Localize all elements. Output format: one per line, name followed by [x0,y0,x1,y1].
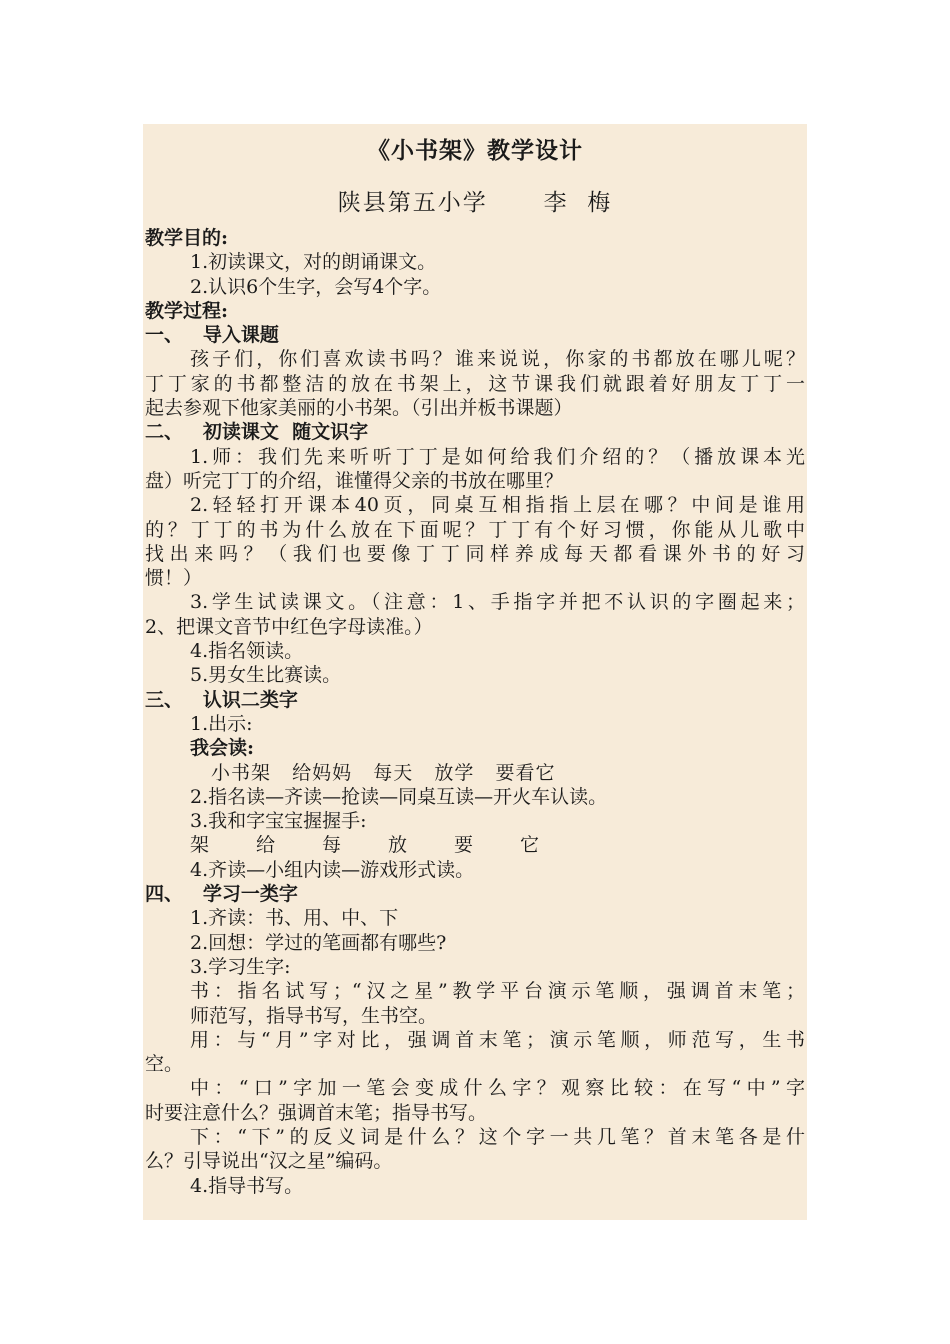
section-heading: 教学目的: [145,227,229,249]
paragraph-line: 4.指导书写。 [190,1174,304,1197]
paragraph-line: 4.齐读—小组内读—游戏形式读。 [190,858,475,881]
paragraph-line: 盘）听完丁丁的介绍，谁懂得父亲的书放在哪里？ [145,469,564,492]
character: 每 [322,834,342,857]
paragraph-line: 丁丁家的书都整洁的放在书架上，这节课我们就跟着好朋友丁丁一 [145,372,805,395]
paragraph-line: 2、把课文音节中红色字母读准。） [145,615,433,638]
paragraph-line: 用：与“月”字对比，强调首末笔；演示笔顺，师范写，生书 [190,1028,805,1051]
document-author: 陕县第五小学 李 梅 [337,190,613,216]
paragraph-line: 孩子们，你们喜欢读书吗？谁来说说，你家的书都放在哪儿呢？ [190,348,805,371]
paragraph-line: 5.男女生比赛读。 [190,664,342,687]
subheading: 我会读: [190,737,255,760]
character: 它 [520,834,540,857]
paragraph-line: 惯！） [145,567,203,590]
section-heading: 教学过程: [145,299,229,322]
paragraph-line: 中：“口”字加一笔会变成什么字？观察比较：在写“中”字 [190,1077,805,1100]
paragraph-line: 下：“下”的反义词是什么？这个字一共几笔？首末笔各是什 [190,1125,805,1148]
word-list: 小书架 给妈妈 每天 放学 要看它 [211,761,556,784]
paragraph-line: 4.指名领读。 [190,640,304,663]
paragraph-line: 1.师：我们先来听听丁丁是如何给我们介绍的？（播放课本光 [190,445,805,468]
character: 要 [454,834,474,857]
section-heading: 四、 学习一类字 [145,883,298,906]
character: 架 [190,834,210,857]
paragraph-line: 2.认识6个生字，会写4个字。 [190,275,442,298]
paragraph-line: 2.指名读—齐读—抢读—同桌互读—开火车认读。 [190,785,608,808]
paragraph-line: 时要注意什么？强调首末笔；指导书写。 [145,1101,488,1124]
paragraph-line: 2.轻轻打开课本40页，同桌互相指指上层在哪？中间是谁用 [190,494,805,517]
paragraph-line: 3.学习生字: [190,955,291,978]
character: 给 [256,834,276,857]
paragraph-line: 么？引导说出“汉之星”编码。 [145,1150,393,1173]
paragraph-line: 起去参观下他家美丽的小书架。（引出并板书课题） [145,397,573,420]
paragraph-line: 书：指名试写；“汉之星”教学平台演示笔顺，强调首末笔； [190,980,805,1003]
paragraph-line: 1.出示: [190,712,253,735]
paragraph-line: 3.学生试读课文。（注意：1、手指字并把不认识的字圈起来； [190,591,805,614]
paragraph-line: 空。 [145,1053,184,1076]
paragraph-line: 1.齐读：书、用、中、下 [190,907,399,930]
paragraph-line: 师范写，指导书写，生书空。 [190,1004,438,1027]
paragraph-line: 3.我和字宝宝握握手: [190,810,367,833]
section-heading: 一、 导入课题 [145,324,279,347]
document-body [145,226,805,1198]
paragraph-line: 2.回想：学过的笔画都有哪些? [190,931,447,954]
paragraph-line: 找出来吗？（我们也要像丁丁同样养成每天都看课外书的好习 [145,542,805,565]
document-title: 《小书架》教学设计 [367,137,583,164]
section-heading: 三、 认识二类字 [145,688,298,711]
character: 放 [388,834,408,857]
paragraph-line: 1.初读课文，对的朗诵课文。 [190,251,437,274]
section-heading: 二、 初读课文 随文识字 [145,421,369,444]
paragraph-line: 的？丁丁的书为什么放在下面呢？丁丁有个好习惯，你能从儿歌中 [145,518,805,541]
character-list [145,833,805,857]
